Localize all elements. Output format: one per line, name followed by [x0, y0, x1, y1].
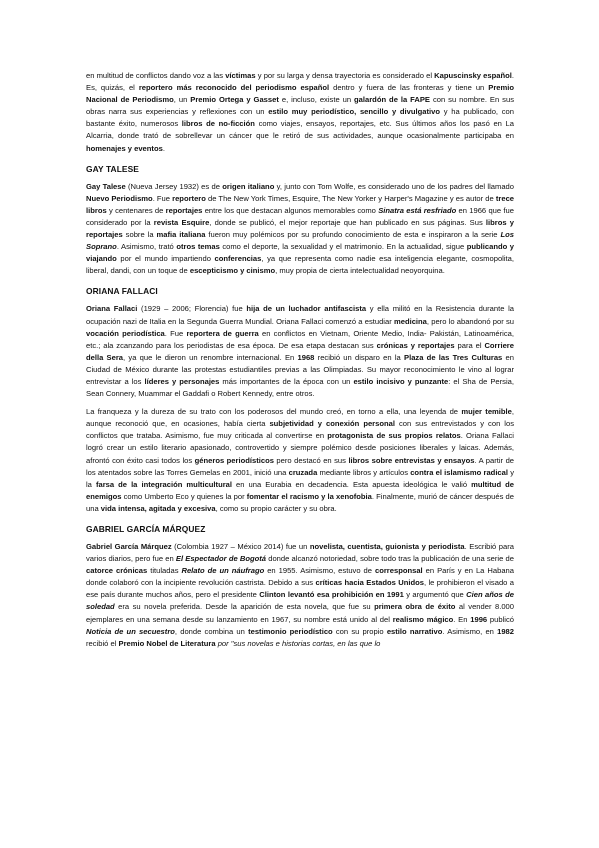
text-run: fueron muy polémicos por su profundo conocimiento de esta e inspiraron a la serie	[205, 230, 501, 240]
bold-text: críticas hacia Estados Unidos	[315, 578, 424, 588]
bold-text: Clinton levantó esa prohibición en 1991	[259, 590, 404, 600]
bold-text: fomentar el racismo y la xenofobia	[246, 491, 372, 501]
bold-text: reportero más reconocido del periodismo español	[138, 83, 330, 93]
text-run: como viajes, ensayos, reportajes, etc. Sus últimos años los pasó en La Alcarria, donde trató de sobrellevar un cáncer que le retiró de sus actividades, aunque ocasionalmente participaba en	[86, 119, 514, 141]
garcia-marquez-paragraph	[86, 541, 514, 650]
bold-text: estilo narrativo	[386, 626, 443, 636]
text-run: , pero lo abandonó por su	[426, 316, 514, 326]
bold-text: hija de un luchador antifascista	[246, 304, 367, 314]
text-run: . Asimismo, trató	[116, 242, 177, 252]
bold-text: Premio Nacional de Periodismo	[86, 83, 514, 105]
bold-text: libros de no-ficción	[181, 119, 255, 129]
intro-paragraph	[86, 70, 514, 155]
text-run: en París y en La Habana donde colaboró con la incipiente revolución castrista. Debido a sus	[86, 566, 514, 588]
text-run: como el deporte, la sexualidad y el matrimonio. En la actualidad, sigue	[219, 242, 467, 252]
bold-text: origen italiano	[222, 181, 275, 191]
text-run: y la	[86, 467, 514, 489]
text-run: , como su propio carácter y su obra.	[215, 503, 337, 513]
bold-text: reportera de guerra	[186, 328, 259, 338]
text-run: e, incluso, existe un	[278, 95, 355, 105]
heading-gabriel-garcia-marquez: GABRIEL GARCÍA MÁRQUEZ	[86, 524, 206, 534]
bold-text: 1996	[470, 614, 488, 624]
bold-text: revista Esquire	[153, 217, 210, 227]
bold-text: corresponsal	[374, 566, 423, 576]
text-run: recibió el	[86, 638, 119, 648]
heading-oriana-fallaci: ORIANA FALLACI	[86, 286, 158, 297]
emphasis-text: Sinatra está resfriado	[378, 205, 457, 215]
oriana-fallaci-paragraph-1	[86, 303, 514, 400]
text-run: (1929 – 2006; Florencia) fue	[137, 304, 247, 314]
text-run: para el	[454, 340, 485, 350]
bold-text: 1982	[497, 626, 514, 636]
heading-gay-talese: GAY TALESE	[86, 163, 139, 174]
bold-text: medicina	[393, 316, 427, 326]
document-body	[86, 70, 514, 650]
bold-text: escepticismo y cinismo	[189, 266, 276, 276]
text-run: y ha publicado, con bastante éxito, numerosos	[86, 107, 515, 129]
text-run: y, junto con Tom Wolfe, es considerado uno de los padres del llamado	[274, 181, 514, 191]
bold-text: Premio Ortega y Gasset	[190, 95, 279, 105]
bold-text: víctimas	[225, 71, 256, 80]
text-run: dentro y fuera de las fronteras y tiene un	[329, 83, 489, 93]
text-run: , donde se publicó, el mejor reportaje que han publicado en sus páginas. Sus	[209, 217, 486, 227]
bold-text: estilo muy periodístico, sencillo y divulgativo	[268, 107, 440, 117]
bold-text: estilo incisivo y punzante	[353, 376, 449, 386]
bold-text: libros y reportajes	[86, 217, 514, 240]
text-run: entre los que destacan algunos memorables como	[202, 205, 379, 215]
text-run: : el Sha de Persia, Sean Connery, Muammar el Gaddafi o Robert Kennedy, entre otros.	[86, 376, 514, 399]
bold-text: líderes y personajes	[144, 376, 220, 386]
bold-text: Kapuscinsky español	[434, 71, 512, 80]
bold-text: 1968	[297, 352, 315, 362]
text-run: , le prohibieron el visado a ese país durante muchos años, pero el presidente	[86, 578, 514, 600]
text-run: mediante libros y artículos	[317, 467, 411, 477]
bold-text: Gabriel García Márquez	[86, 542, 172, 551]
bold-text: Premio Nobel de Literatura	[118, 638, 216, 648]
bold-text: multitud de enemigos	[86, 479, 514, 501]
text-run: .	[162, 143, 165, 153]
text-run: pero destacó en sus	[273, 455, 349, 465]
bold-text: trece libros	[86, 193, 515, 215]
text-run: (Colombia 1927 – México 2014) fue un	[171, 542, 310, 551]
text-run: recibió un disparo en la	[314, 352, 405, 362]
emphasis-text: Noticia de un secuestro	[86, 626, 175, 636]
bold-text: Oriana Fallaci	[86, 304, 138, 314]
bold-text: otros temas	[176, 242, 220, 252]
emphasis-text: Relato de un náufrago	[181, 566, 265, 576]
text-run: era su novela preferida. Desde la aparición de esta novela, que fue su	[114, 602, 375, 612]
text-run: como Umberto Eco y quienes la por	[121, 491, 247, 501]
text-run: en 1955. Asimismo, estuvo de	[264, 566, 375, 576]
bold-text: Corriere della Sera	[86, 340, 514, 362]
text-run: , un	[173, 95, 191, 105]
emphasis-text: Los Soprano	[86, 230, 514, 252]
bold-text: homenajes y eventos	[86, 143, 163, 153]
text-run: en 1966 que fue considerado por la	[86, 205, 514, 227]
text-run: . Escribió para varios diarios, pero fue en	[86, 542, 514, 564]
text-run: . A partir de los atentados sobre las Torres Gemelas en 2001, inició una	[86, 455, 515, 477]
text-run: al vender 8.000 ejemplares en una semana desde su lanzamiento en 1967, su nombre está unido al del	[86, 602, 514, 624]
text-run: . Asimismo, en	[442, 626, 498, 636]
text-run: . Oriana Fallaci logró crear un estilo literario apasionado, controvertido y siempre polémico desde posiciones liberales y laicas. Además, afrontó con éxito casi todos los	[86, 431, 514, 465]
bold-text: Nuevo Periodismo	[86, 193, 153, 203]
bold-text: subjetividad y conexión personal	[269, 419, 395, 429]
text-run: con su nombre. En sus obras narra sus experiencias y reflexiones con un	[86, 95, 514, 117]
bold-text: vida intensa, agitada y excesiva	[100, 503, 216, 513]
emphasis-text: Cien años de soledad	[86, 590, 515, 612]
text-run: , aunque reconoció que, en ocasiones, había cierta	[86, 407, 514, 429]
bold-text: libros sobre entrevistas y ensayos	[348, 455, 475, 465]
bold-text: testimonio periodístico	[248, 626, 333, 636]
bold-text: mujer temible	[461, 407, 512, 417]
italic-text: por "sus novelas e historias cortas, en las que lo	[217, 638, 381, 648]
text-run: más importantes de la época con un	[219, 376, 354, 386]
bold-text: reportero	[172, 193, 206, 203]
text-run: (Nueva Jersey 1932) es de	[125, 181, 223, 191]
bold-text: publicando y viajando	[86, 242, 515, 264]
bold-text: géneros periodísticos	[194, 455, 274, 465]
bold-text: farsa de la integración multicultural	[95, 479, 232, 489]
bold-text: protagonista de sus propios relatos	[327, 431, 461, 441]
text-run: en conflictos en Vietnam, Oriente Medio, India- Pakistán, Latinoamérica, etc.; ala zcanzando para los periodistas de esa época. De esa etapa destacan sus	[86, 328, 514, 350]
text-run: tituladas	[147, 566, 182, 576]
text-run: en multitud de conflictos dando voz a las	[86, 71, 226, 80]
text-run: . Es, quizás, el	[86, 71, 514, 93]
bold-text: Gay Talese	[86, 181, 126, 191]
bold-text: primera obra de éxito	[374, 602, 456, 612]
text-run: . Finalmente, murió de cáncer después de una	[86, 491, 515, 513]
bold-text: vocación periodística	[86, 328, 165, 338]
text-run: de The New York Times, Esquire, The New Yorker y Harper's Magazine y es autor de	[205, 193, 496, 203]
text-run: , ya que representa como nadie esa inteligencia elegante, cosmopolita, liberal, dandi, con un toque de	[86, 254, 514, 276]
bold-text: crónicas y reportajes	[376, 340, 455, 350]
text-run: , muy propia de cierta intelectualidad neoyorquina.	[275, 266, 445, 276]
text-run: La franqueza y la dureza de su trato con los poderosos del mundo creó, en torno a ella, una leyenda de	[86, 407, 462, 417]
bold-text: reportajes	[165, 205, 203, 215]
bold-text: Plaza de las Tres Culturas	[404, 352, 503, 362]
text-run: por el mundo impartiendo	[116, 254, 215, 264]
text-run: y centenares de	[106, 205, 166, 215]
text-run: . En	[453, 614, 471, 624]
text-run: , donde combina un	[174, 626, 249, 636]
text-run: con su propio	[332, 626, 387, 636]
bold-text: catorce crónicas	[86, 566, 148, 576]
bold-text: contra el islamismo radical	[410, 467, 508, 477]
bold-text: novelista, cuentista, guionista y periodista	[309, 542, 465, 551]
text-run: en Ciudad de México durante las protestas estudiantiles previas a las Olimpiadas. Su mayor reconocimiento le vino al lograr entrevistar a los	[86, 352, 514, 386]
gay-talese-paragraph	[86, 181, 514, 278]
text-run: y ella militó en la Resistencia durante la ocupación nazi de Italia en la Segunda Guerra Mundial. Oriana Fallaci comenzó a estudiar	[86, 304, 515, 326]
oriana-fallaci-paragraph-2	[86, 406, 514, 515]
text-run: y por su larga y densa trayectoria es considerado el	[255, 71, 435, 80]
text-run: publicó	[487, 614, 514, 624]
text-run: en una Eurabia en decadencia. Esta apuesta ideológica le valió	[232, 479, 472, 489]
text-run: sobre la	[122, 230, 157, 240]
text-run: donde alcanzó notoriedad, sobre todo tras la publicación de una serie de	[266, 554, 514, 564]
emphasis-text: El Espectador de Bogotá	[175, 554, 267, 564]
text-run: . Fue	[152, 193, 173, 203]
bold-text: realismo mágico	[392, 614, 454, 624]
bold-text: galardón de la FAPE	[354, 95, 430, 105]
text-run: y argumentó que	[403, 590, 467, 600]
text-run: . Fue	[164, 328, 187, 338]
text-run: , ya que le dieron un renombre internacional. En	[123, 352, 298, 362]
bold-text: mafia italiana	[156, 230, 206, 240]
bold-text: conferencias	[214, 254, 262, 264]
text-run: con sus entrevistados y con los conflictos que trataba. Asimismo, fue muy criticada al convertirse en	[86, 419, 515, 441]
bold-text: cruzada	[288, 467, 318, 477]
